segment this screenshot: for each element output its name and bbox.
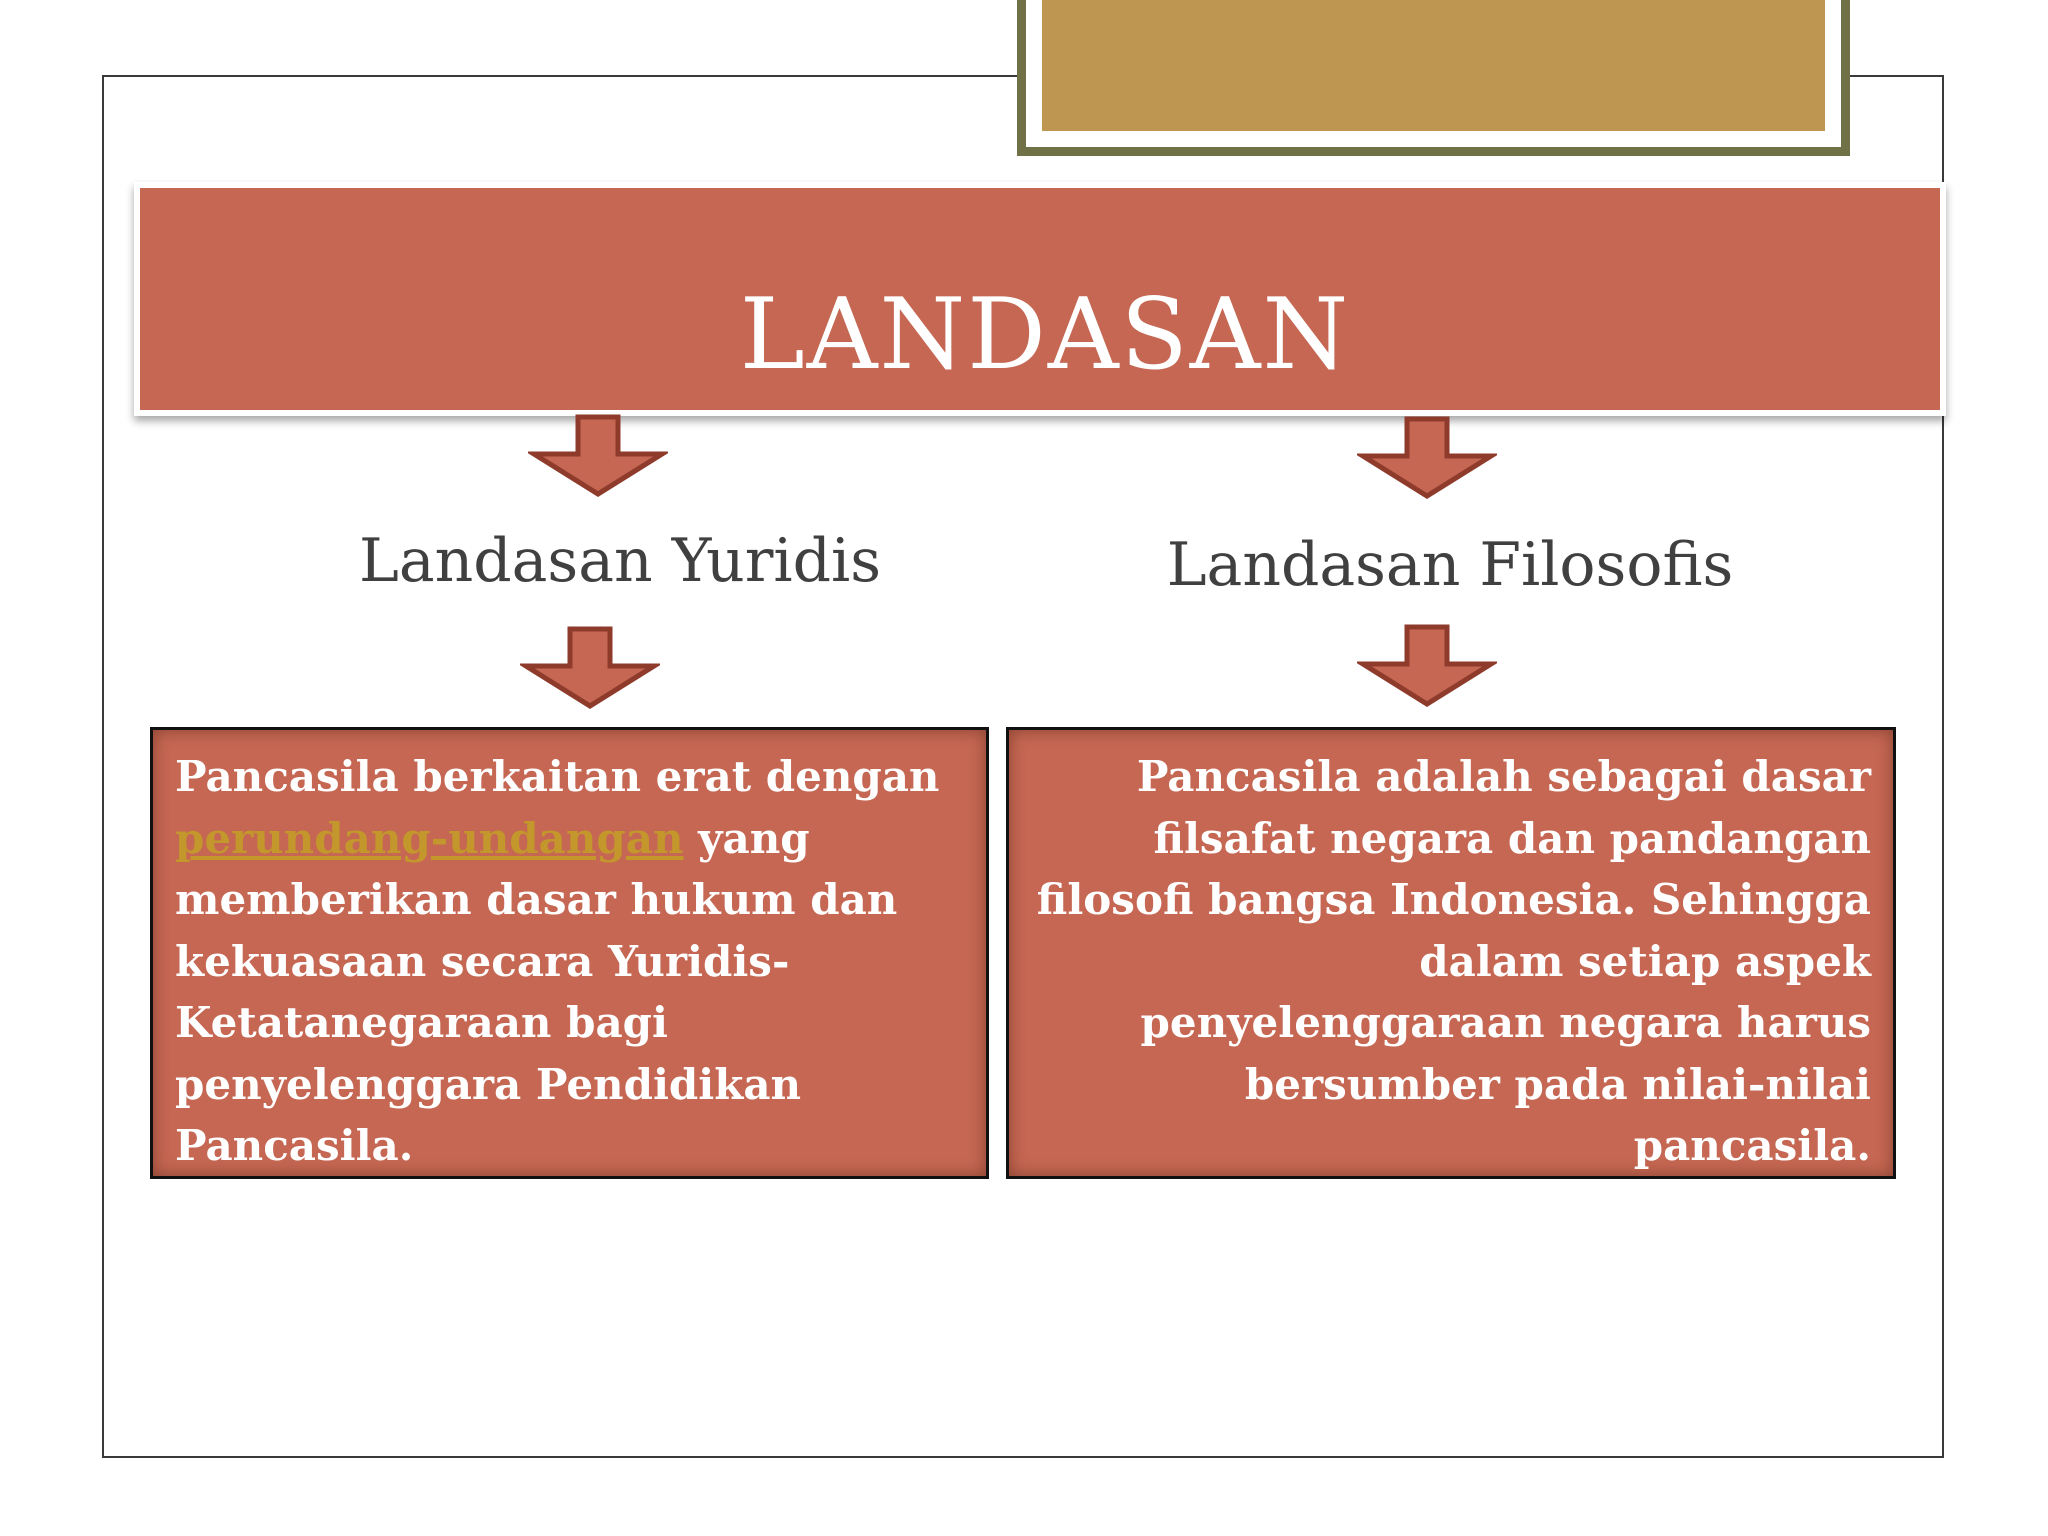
description-line-rest: yang: [683, 813, 810, 863]
branch-label-filosofis: Landasan Filosofis: [1166, 530, 1734, 600]
arrow-down-icon: [1357, 416, 1497, 500]
description-line: filosofi bangsa Indonesia. Sehingga: [1036, 875, 1871, 924]
description-line: Pancasila berkaitan erat dengan: [175, 752, 940, 801]
decorative-tab: [1017, 0, 1850, 156]
perundang-undangan-link[interactable]: perundang-undangan: [175, 813, 684, 863]
description-line: Pancasila.: [175, 1121, 414, 1170]
description-line: kekuasaan secara Yuridis-: [175, 936, 790, 986]
description-line: filsafat negara dan pandangan: [1153, 813, 1871, 863]
description-line: [175, 808, 964, 870]
description-line: dalam setiap aspek: [1419, 936, 1871, 986]
description-line: pancasila.: [1633, 1121, 1871, 1170]
description-line: Pancasila adalah sebagai dasar: [1136, 752, 1871, 801]
arrow-down-icon: [528, 414, 668, 498]
title-banner: [134, 182, 1946, 416]
arrow-down-icon: [1357, 624, 1497, 708]
decorative-tab-fill: [1042, 0, 1825, 131]
filosofis-description-box: [1006, 727, 1896, 1179]
page-title: LANDASAN: [739, 278, 1351, 392]
yuridis-description-box: [150, 727, 989, 1179]
description-line: Ketatanegaraan bagi: [175, 998, 668, 1047]
description-line: bersumber pada nilai-nilai: [1244, 1059, 1871, 1109]
description-line: penyelenggaraan negara harus: [1140, 998, 1871, 1047]
arrow-down-icon: [520, 626, 660, 710]
description-line: penyelenggara Pendidikan: [175, 1059, 802, 1109]
description-line: memberikan dasar hukum dan: [175, 875, 898, 924]
branch-label-yuridis: Landasan Yuridis: [358, 526, 881, 596]
